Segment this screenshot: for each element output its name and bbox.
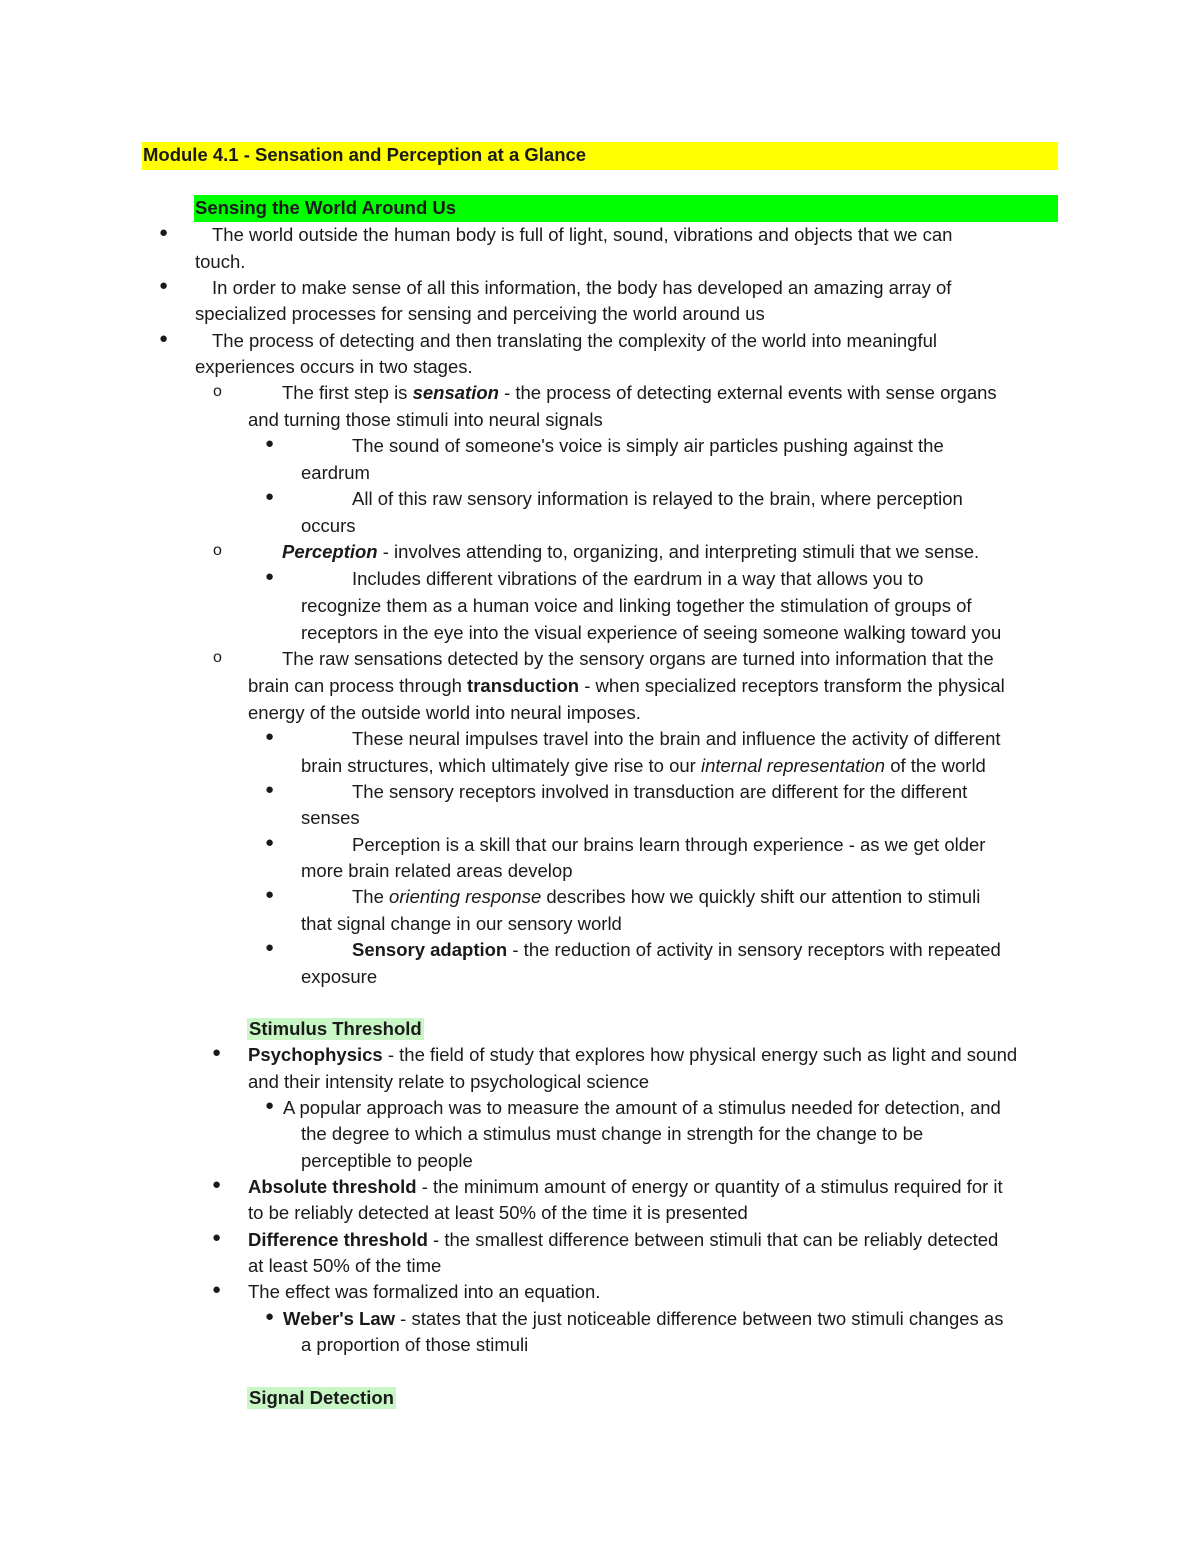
list-item-text: energy of the outside world into neural imposes.: [248, 702, 641, 723]
list-item-text: Weber's Law - states that the just noticeable difference between two stimuli changes as: [283, 1308, 1004, 1329]
list-item-text: Perception is a skill that our brains learn through experience - as we get older: [352, 834, 986, 855]
bullet-icon: ●: [265, 886, 275, 903]
bullet-icon: ●: [265, 435, 275, 452]
list-item-text: The process of detecting and then translating the complexity of the world into meaningful: [212, 330, 938, 351]
list-item-text: The effect was formalized into an equation.: [248, 1281, 601, 1302]
list-item-text: The raw sensations detected by the sensory organs are turned into information that the: [282, 648, 994, 669]
section-heading-stimulus-threshold: Stimulus Threshold: [249, 1018, 422, 1039]
list-item-text: and their intensity relate to psychological science: [248, 1071, 650, 1092]
bullet-icon: ●: [159, 224, 169, 241]
list-item-text: Absolute threshold - the minimum amount of energy or quantity of a stimulus required for it: [248, 1176, 1003, 1197]
list-item-text: to be reliably detected at least 50% of the time it is presented: [248, 1202, 748, 1223]
list-item-text: at least 50% of the time: [248, 1255, 442, 1276]
list-item-text: that signal change in our sensory world: [301, 913, 622, 934]
list-item-text: The world outside the human body is full of light, sound, vibrations and objects that we can: [212, 224, 953, 245]
list-item-text: the degree to which a stimulus must change in strength for the change to be: [301, 1123, 924, 1144]
list-item-text: eardrum: [301, 462, 370, 483]
list-item-text: Difference threshold - the smallest difference between stimuli that can be reliably detected: [248, 1229, 999, 1250]
bullet-icon: ●: [265, 834, 275, 851]
bullet-icon: ●: [159, 277, 169, 294]
bullet-icon: ●: [265, 781, 275, 798]
list-item-text: These neural impulses travel into the brain and influence the activity of different: [352, 728, 1001, 749]
list-item-text: touch.: [195, 251, 246, 272]
bullet-icon: ●: [265, 568, 275, 585]
bullet-icon: ●: [212, 1229, 222, 1246]
list-item-text: senses: [301, 807, 360, 828]
list-item-text: and turning those stimuli into neural signals: [248, 409, 603, 430]
list-item-text: Perception - involves attending to, organizing, and interpreting stimuli that we sense.: [282, 541, 980, 562]
list-item-text: Psychophysics - the field of study that explores how physical energy such as light and sound: [248, 1044, 1018, 1065]
section-heading-sensing: Sensing the World Around Us: [195, 197, 457, 218]
list-item-text: A popular approach was to measure the amount of a stimulus needed for detection, and: [283, 1097, 1001, 1118]
list-item-text: more brain related areas develop: [301, 860, 573, 881]
circle-bullet-icon: o: [213, 542, 222, 559]
bullet-icon: ●: [265, 728, 275, 745]
list-item-text: experiences occurs in two stages.: [195, 356, 473, 377]
list-item-text: brain structures, which ultimately give rise to our internal representation of the world: [301, 755, 986, 776]
circle-bullet-icon: o: [213, 383, 222, 400]
list-item-text: brain can process through transduction - when specialized receptors transform the physical: [248, 675, 1005, 696]
bullet-icon: ●: [212, 1176, 222, 1193]
list-item-text: The orienting response describes how we quickly shift our attention to stimuli: [352, 886, 981, 907]
bullet-icon: ●: [265, 939, 275, 956]
circle-bullet-icon: o: [213, 649, 222, 666]
list-item-text: perceptible to people: [301, 1150, 473, 1171]
bullet-icon: ●: [212, 1281, 222, 1298]
list-item-text: In order to make sense of all this information, the body has developed an amazing array of: [212, 277, 952, 298]
list-item-text: a proportion of those stimuli: [301, 1334, 529, 1355]
bullet-icon: ●: [159, 330, 169, 347]
bullet-icon: ●: [265, 1097, 275, 1114]
list-item-text: The sensory receptors involved in transduction are different for the different: [352, 781, 968, 802]
bullet-icon: ●: [265, 1308, 275, 1325]
bullet-icon: ●: [212, 1044, 222, 1061]
list-item-text: occurs: [301, 515, 356, 536]
section-heading-signal-detection: Signal Detection: [249, 1387, 394, 1408]
list-item-text: All of this raw sensory information is relayed to the brain, where perception: [352, 488, 963, 509]
list-item-text: The first step is sensation - the process of detecting external events with sense organs: [282, 382, 997, 403]
list-item-text: Includes different vibrations of the eardrum in a way that allows you to: [352, 568, 924, 589]
list-item-text: receptors in the eye into the visual experience of seeing someone walking toward you: [301, 622, 1002, 643]
list-item-text: The sound of someone's voice is simply air particles pushing against the: [352, 435, 944, 456]
list-item-text: Sensory adaption - the reduction of activity in sensory receptors with repeated: [352, 939, 1001, 960]
bullet-icon: ●: [265, 488, 275, 505]
list-item-text: exposure: [301, 966, 378, 987]
list-item-text: specialized processes for sensing and perceiving the world around us: [195, 303, 765, 324]
page-title: Module 4.1 - Sensation and Perception at a Glance: [143, 144, 587, 165]
list-item-text: recognize them as a human voice and linking together the stimulation of groups of: [301, 595, 972, 616]
